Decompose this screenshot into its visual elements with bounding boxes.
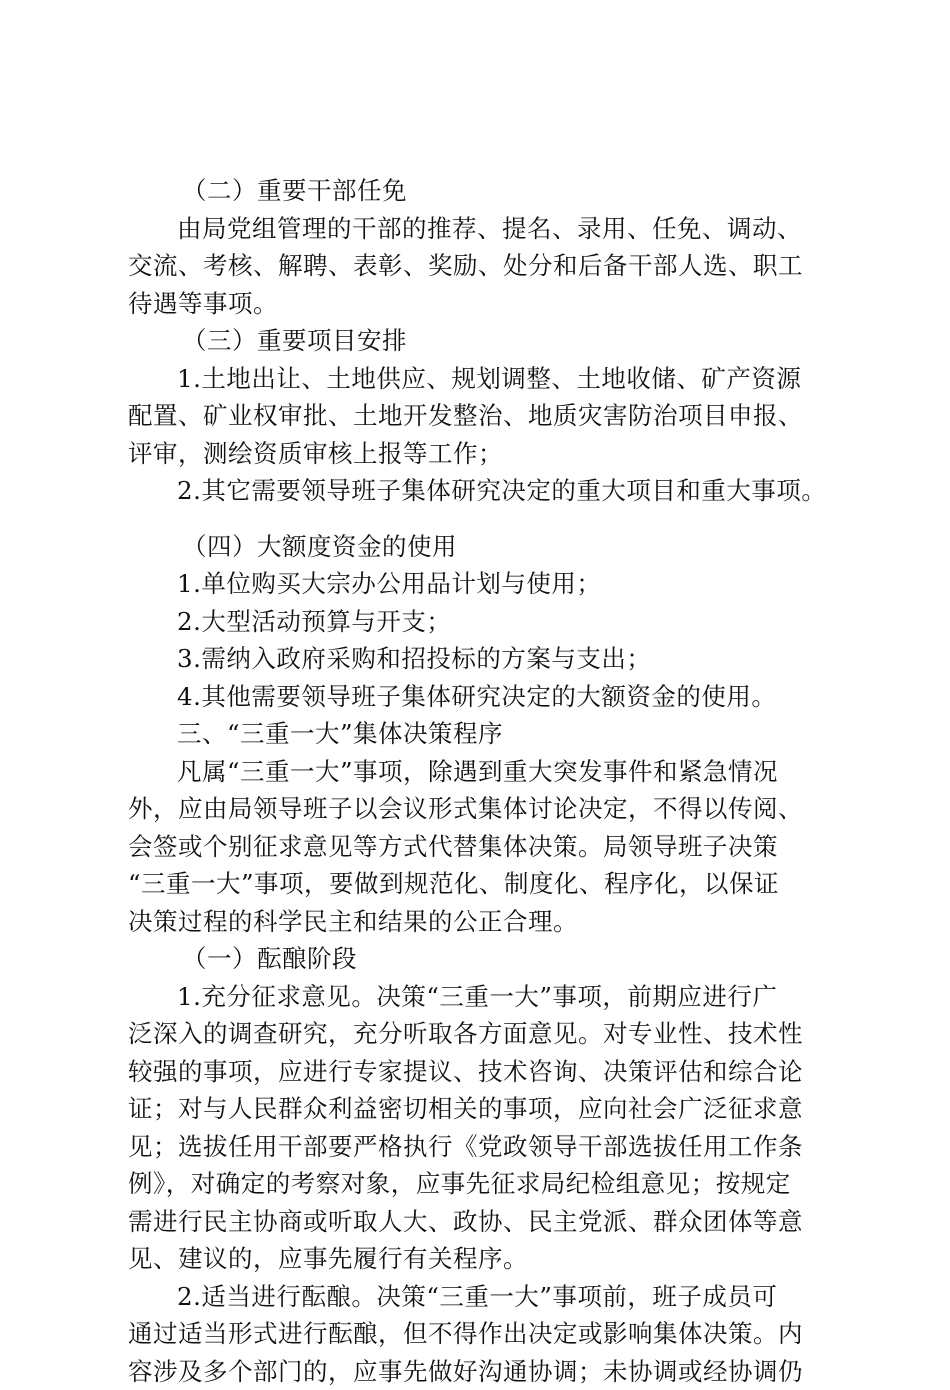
paragraph-line: 见；选拔任用干部要严格执行《党政领导干部选拔任用工作条 [128,1128,848,1166]
paragraph-line: 见、建议的，应事先履行有关程序。 [128,1240,848,1278]
paragraph-line: 凡属“三重一大”事项，除遇到重大突发事件和紧急情况 [128,753,848,791]
paragraph-line: 配置、矿业权审批、土地开发整治、地质灾害防治项目申报、 [128,397,848,435]
paragraph-gap [128,510,848,528]
paragraph-line: 证；对与人民群众利益密切相关的事项，应向社会广泛征求意 [128,1090,848,1128]
list-item: 2.大型活动预算与开支； [128,603,848,641]
paragraph-line: 需进行民主协商或听取人大、政协、民主党派、群众团体等意 [128,1203,848,1241]
list-item: 3.需纳入政府采购和招投标的方案与支出； [128,640,848,678]
paragraph-line: “三重一大”事项，要做到规范化、制度化、程序化，以保证 [128,865,848,903]
section-heading-2: （二）重要干部任免 [128,172,848,210]
paragraph-line: 评审，测绘资质审核上报等工作； [128,435,848,473]
paragraph-line: 例》，对确定的考察对象，应事先征求局纪检组意见；按规定 [128,1165,848,1203]
paragraph-line: 待遇等事项。 [128,285,848,323]
paragraph-line: 交流、考核、解聘、表彰、奖励、处分和后备干部人选、职工 [128,247,848,285]
paragraph-line: 由局党组管理的干部的推荐、提名、录用、任免、调动、 [128,210,848,248]
section-heading-1: （一）酝酿阶段 [128,940,848,978]
section-heading-4: （四）大额度资金的使用 [128,528,848,566]
paragraph-line: 较强的事项，应进行专家提议、技术咨询、决策评估和综合论 [128,1053,848,1091]
paragraph-line: 1.充分征求意见。决策“三重一大”事项，前期应进行广 [128,978,848,1016]
chapter-heading-3: 三、“三重一大”集体决策程序 [128,715,848,753]
paragraph-line: 外，应由局领导班子以会议形式集体讨论决定，不得以传阅、 [128,790,848,828]
paragraph-line: 1.土地出让、土地供应、规划调整、土地收储、矿产资源 [128,360,848,398]
paragraph-line: 容涉及多个部门的，应事先做好沟通协调；未协调或经协调仍 [128,1353,848,1390]
list-item: 4.其他需要领导班子集体研究决定的大额资金的使用。 [128,678,848,716]
list-item: 1.单位购买大宗办公用品计划与使用； [128,565,848,603]
paragraph-line: 2.其它需要领导班子集体研究决定的重大项目和重大事项。 [128,472,848,510]
document-body [128,172,848,1390]
paragraph-line: 决策过程的科学民主和结果的公正合理。 [128,903,848,941]
paragraph-line: 2.适当进行酝酿。决策“三重一大”事项前，班子成员可 [128,1278,848,1316]
paragraph-line: 会签或个别征求意见等方式代替集体决策。局领导班子决策 [128,828,848,866]
paragraph-line: 泛深入的调查研究，充分听取各方面意见。对专业性、技术性 [128,1015,848,1053]
paragraph-line: 通过适当形式进行酝酿，但不得作出决定或影响集体决策。内 [128,1315,848,1353]
section-heading-3: （三）重要项目安排 [128,322,848,360]
